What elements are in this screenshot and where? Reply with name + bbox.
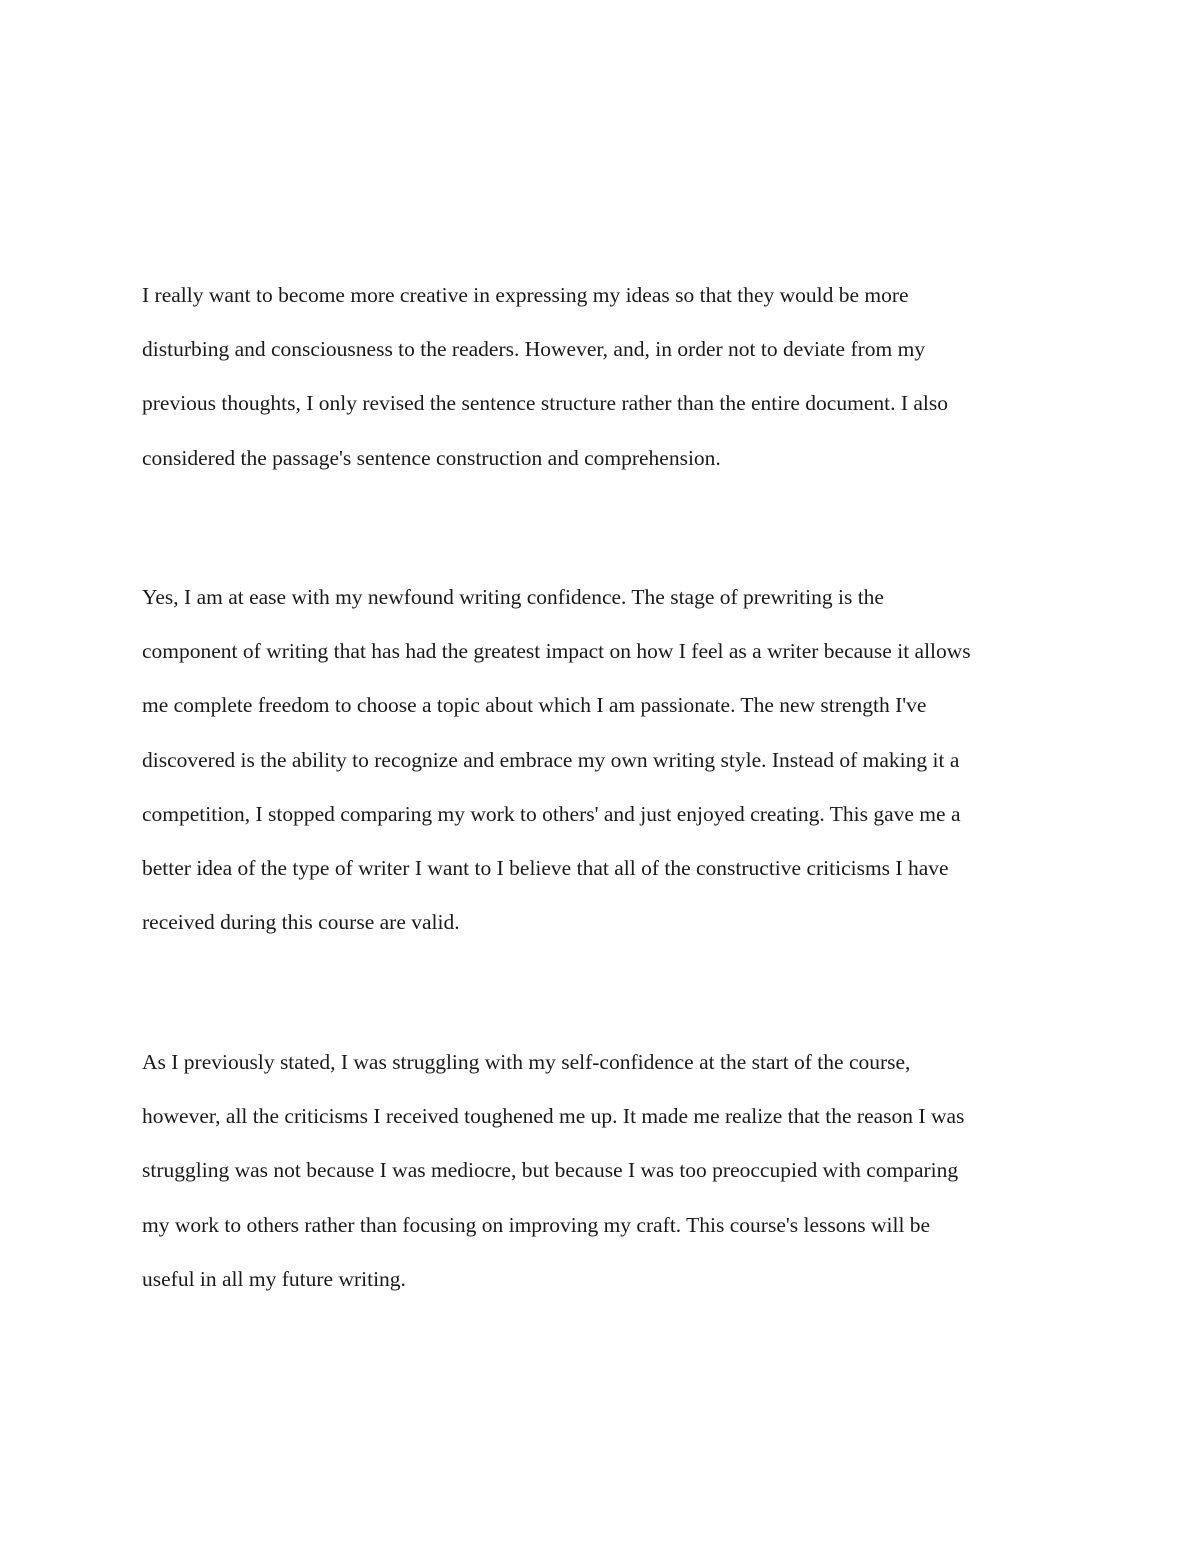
text-line: struggling was not because I was mediocre, but because I was too preoccupied with comparing [142, 1158, 959, 1183]
text-line: however, all the criticisms I received toughened me up. It made me realize that the reason I was [142, 1104, 965, 1129]
text-line: considered the passage's sentence construction and comprehension. [142, 445, 721, 470]
paragraph-1 [142, 268, 1072, 485]
text-line: disturbing and consciousness to the readers. However, and, in order not to deviate from my [142, 337, 926, 362]
paragraph-2 [142, 570, 1072, 949]
text-line: useful in all my future writing. [142, 1266, 406, 1291]
text-line: Yes, I am at ease with my newfound writing confidence. The stage of prewriting is the [142, 585, 884, 609]
text-line: competition, I stopped comparing my work to others' and just enjoyed creating. This gave me a [142, 801, 961, 826]
text-line: component of writing that has had the greatest impact on how I feel as a writer because it allows [142, 639, 971, 664]
paragraph-3 [142, 1035, 1072, 1306]
text-line: discovered is the ability to recognize and embrace my own writing style. Instead of making it a [142, 747, 960, 772]
text-line: received during this course are valid. [142, 910, 460, 935]
text-line: As I previously stated, I was struggling with my self-confidence at the start of the course, [142, 1050, 911, 1074]
text-line: previous thoughts, I only revised the sentence structure rather than the entire document. I also [142, 391, 948, 416]
text-line: better idea of the type of writer I want to I believe that all of the constructive criticisms I have [142, 855, 949, 880]
text-line: I really want to become more creative in expressing my ideas so that they would be more [142, 283, 909, 307]
text-line: me complete freedom to choose a topic about which I am passionate. The new strength I've [142, 693, 927, 718]
text-line: my work to others rather than focusing on improving my craft. This course's lessons will be [142, 1212, 931, 1237]
